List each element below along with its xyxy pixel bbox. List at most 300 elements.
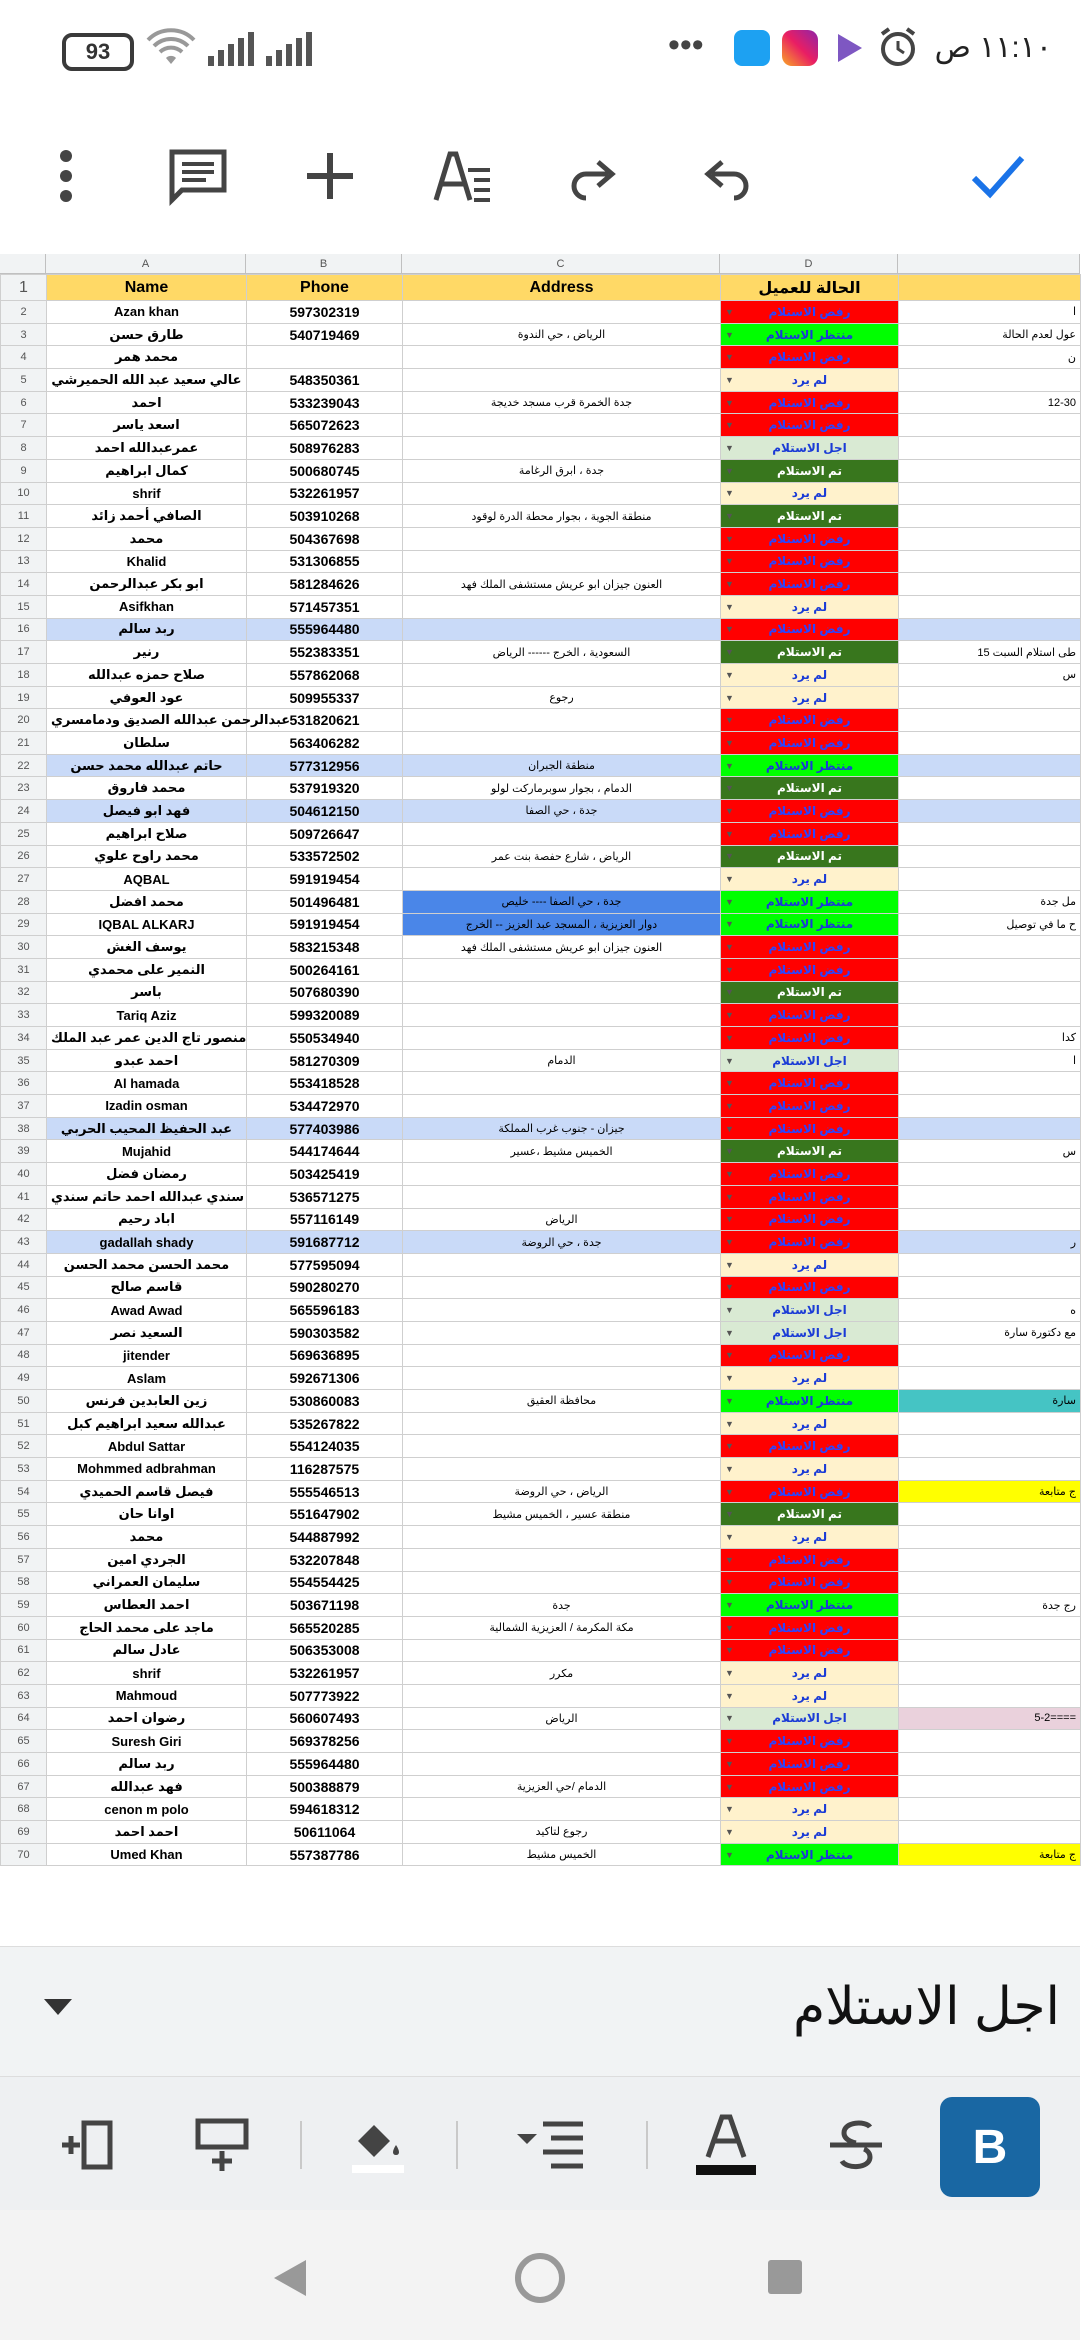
- phone-cell[interactable]: 571457351: [247, 595, 403, 618]
- dropdown-arrow-icon[interactable]: ▼: [725, 579, 734, 590]
- name-cell[interactable]: حاتم عبدالله محمد حسن: [47, 754, 247, 777]
- dropdown-arrow-icon[interactable]: ▼: [725, 1758, 734, 1769]
- notes-cell[interactable]: ه: [899, 1299, 1081, 1322]
- dropdown-arrow-icon[interactable]: ▼: [725, 488, 734, 499]
- notes-cell[interactable]: [899, 1458, 1081, 1481]
- notes-cell[interactable]: سارة: [899, 1390, 1081, 1413]
- row-number[interactable]: 25: [1, 822, 47, 845]
- notes-cell[interactable]: ج متابعة: [899, 1843, 1081, 1866]
- address-cell[interactable]: [403, 414, 721, 437]
- address-cell[interactable]: [403, 346, 721, 369]
- phone-cell[interactable]: 504367698: [247, 527, 403, 550]
- notes-cell[interactable]: [899, 1412, 1081, 1435]
- address-cell[interactable]: الدمام ، بجوار سوبرماركت لولو: [403, 777, 721, 800]
- status-dropdown[interactable]: [721, 732, 899, 755]
- dropdown-arrow-icon[interactable]: ▼: [725, 647, 734, 658]
- phone-cell[interactable]: 500264161: [247, 958, 403, 981]
- name-cell[interactable]: باسر: [47, 981, 247, 1004]
- row-number[interactable]: 65: [1, 1730, 47, 1753]
- dropdown-arrow-icon[interactable]: ▼: [725, 987, 734, 998]
- address-cell[interactable]: [403, 1367, 721, 1390]
- cell-value-input[interactable]: اجل الاستلام: [792, 1978, 1060, 2036]
- phone-cell[interactable]: 555546513: [247, 1480, 403, 1503]
- notes-cell[interactable]: [899, 369, 1081, 392]
- row-number[interactable]: 64: [1, 1707, 47, 1730]
- name-cell[interactable]: السعيد نصر: [47, 1321, 247, 1344]
- dropdown-arrow-icon[interactable]: ▼: [725, 1622, 734, 1633]
- notes-cell[interactable]: [899, 1639, 1081, 1662]
- dropdown-arrow-icon[interactable]: ▼: [725, 1509, 734, 1520]
- notes-cell[interactable]: [899, 459, 1081, 482]
- address-cell[interactable]: السعودية ، الخرج ------ الرياض: [403, 641, 721, 664]
- dropdown-arrow-icon[interactable]: ▼: [725, 1600, 734, 1611]
- name-cell[interactable]: سلطان: [47, 732, 247, 755]
- phone-cell[interactable]: 577595094: [247, 1253, 403, 1276]
- status-dropdown[interactable]: [721, 1730, 899, 1753]
- notes-cell[interactable]: [899, 1798, 1081, 1821]
- notes-cell[interactable]: [899, 1753, 1081, 1776]
- status-dropdown[interactable]: [721, 1140, 899, 1163]
- row-number[interactable]: 47: [1, 1321, 47, 1344]
- notes-cell[interactable]: طى استلام السبت 15: [899, 641, 1081, 664]
- dropdown-arrow-icon[interactable]: ▼: [725, 1168, 734, 1179]
- phone-cell[interactable]: 507680390: [247, 981, 403, 1004]
- name-cell[interactable]: محمد: [47, 1526, 247, 1549]
- status-dropdown[interactable]: [721, 1435, 899, 1458]
- dropdown-arrow-icon[interactable]: ▼: [725, 919, 734, 930]
- phone-cell[interactable]: 581284626: [247, 573, 403, 596]
- add-button[interactable]: [290, 136, 370, 216]
- status-dropdown[interactable]: [721, 664, 899, 687]
- name-cell[interactable]: اباد رحيم: [47, 1208, 247, 1231]
- dropdown-arrow-icon[interactable]: ▼: [725, 1418, 734, 1429]
- name-cell[interactable]: عبدالرحمن عبدالله الصديق ودمامسري: [47, 709, 247, 732]
- dropdown-arrow-icon[interactable]: ▼: [725, 669, 734, 680]
- status-dropdown[interactable]: [721, 1049, 899, 1072]
- name-cell[interactable]: jitender: [47, 1344, 247, 1367]
- phone-cell[interactable]: 550534940: [247, 1027, 403, 1050]
- status-dropdown[interactable]: [721, 845, 899, 868]
- row-number[interactable]: 21: [1, 732, 47, 755]
- status-dropdown[interactable]: [721, 527, 899, 550]
- address-cell[interactable]: [403, 822, 721, 845]
- notes-cell[interactable]: [899, 868, 1081, 891]
- notes-cell[interactable]: [899, 1775, 1081, 1798]
- done-button[interactable]: [958, 136, 1038, 216]
- address-cell[interactable]: [403, 482, 721, 505]
- notes-cell[interactable]: ا: [899, 301, 1081, 324]
- name-cell[interactable]: رضوان احمد: [47, 1707, 247, 1730]
- status-dropdown[interactable]: [721, 391, 899, 414]
- address-cell[interactable]: جدة: [403, 1594, 721, 1617]
- notes-cell[interactable]: ن: [899, 346, 1081, 369]
- dropdown-arrow-icon[interactable]: ▼: [725, 851, 734, 862]
- phone-cell[interactable]: 500388879: [247, 1775, 403, 1798]
- row-number[interactable]: 19: [1, 686, 47, 709]
- notes-cell[interactable]: [899, 595, 1081, 618]
- phone-cell[interactable]: 553418528: [247, 1072, 403, 1095]
- address-cell[interactable]: العنون جيزان ابو عريش مستشفى الملك فهد: [403, 936, 721, 959]
- dropdown-arrow-icon[interactable]: ▼: [725, 1191, 734, 1202]
- address-cell[interactable]: [403, 868, 721, 891]
- dropdown-arrow-icon[interactable]: ▼: [725, 1055, 734, 1066]
- dropdown-arrow-icon[interactable]: ▼: [725, 737, 734, 748]
- status-dropdown[interactable]: [721, 618, 899, 641]
- status-dropdown[interactable]: [721, 1503, 899, 1526]
- notes-cell[interactable]: 5-2====: [899, 1707, 1081, 1730]
- address-cell[interactable]: الرياض ، حي الندوة: [403, 323, 721, 346]
- address-cell[interactable]: [403, 1435, 721, 1458]
- address-cell[interactable]: الخميس مشيط ،عسير: [403, 1140, 721, 1163]
- more-options-button[interactable]: [26, 136, 106, 216]
- status-dropdown[interactable]: [721, 958, 899, 981]
- phone-cell[interactable]: 534472970: [247, 1095, 403, 1118]
- status-dropdown[interactable]: [721, 1004, 899, 1027]
- phone-cell[interactable]: 577403986: [247, 1117, 403, 1140]
- notes-cell[interactable]: [899, 845, 1081, 868]
- address-cell[interactable]: [403, 1458, 721, 1481]
- address-cell[interactable]: [403, 1321, 721, 1344]
- status-dropdown[interactable]: [721, 346, 899, 369]
- row-number[interactable]: 11: [1, 505, 47, 528]
- phone-cell[interactable]: 569378256: [247, 1730, 403, 1753]
- notes-cell[interactable]: [899, 732, 1081, 755]
- dropdown-arrow-icon[interactable]: ▼: [725, 1350, 734, 1361]
- dropdown-arrow-icon[interactable]: ▼: [725, 1259, 734, 1270]
- status-dropdown[interactable]: [721, 1707, 899, 1730]
- address-cell[interactable]: [403, 437, 721, 460]
- name-cell[interactable]: محمد همر: [47, 346, 247, 369]
- address-cell[interactable]: الخميس مشيط: [403, 1843, 721, 1866]
- name-cell[interactable]: cenon m polo: [47, 1798, 247, 1821]
- row-number[interactable]: 2: [1, 301, 47, 324]
- phone-cell[interactable]: 597302319: [247, 301, 403, 324]
- address-cell[interactable]: الدمام: [403, 1049, 721, 1072]
- home-icon[interactable]: [512, 2250, 568, 2306]
- row-number[interactable]: 49: [1, 1367, 47, 1390]
- row-number[interactable]: 35: [1, 1049, 47, 1072]
- row-number[interactable]: 12: [1, 527, 47, 550]
- dropdown-arrow-icon[interactable]: ▼: [725, 1804, 734, 1815]
- phone-cell[interactable]: 557387786: [247, 1843, 403, 1866]
- address-cell[interactable]: [403, 1072, 721, 1095]
- dropdown-arrow-icon[interactable]: ▼: [725, 1736, 734, 1747]
- phone-cell[interactable]: 533239043: [247, 391, 403, 414]
- address-cell[interactable]: [403, 1412, 721, 1435]
- align-button[interactable]: [508, 2103, 592, 2187]
- status-dropdown[interactable]: [721, 1185, 899, 1208]
- status-dropdown[interactable]: [721, 1798, 899, 1821]
- notes-cell[interactable]: [899, 1253, 1081, 1276]
- notes-cell[interactable]: [899, 1662, 1081, 1685]
- dropdown-arrow-icon[interactable]: ▼: [725, 1395, 734, 1406]
- notes-cell[interactable]: ج متابعة: [899, 1480, 1081, 1503]
- name-cell[interactable]: كمال ابراهيم: [47, 459, 247, 482]
- status-dropdown[interactable]: [721, 369, 899, 392]
- column-header-e[interactable]: [898, 254, 1080, 274]
- row-number[interactable]: 39: [1, 1140, 47, 1163]
- row-number[interactable]: 50: [1, 1390, 47, 1413]
- name-cell[interactable]: shrif: [47, 482, 247, 505]
- status-dropdown[interactable]: [721, 1616, 899, 1639]
- name-cell[interactable]: فيصل قاسم الحميدي: [47, 1480, 247, 1503]
- notes-cell[interactable]: [899, 437, 1081, 460]
- address-cell[interactable]: [403, 709, 721, 732]
- address-cell[interactable]: جدة ، حي الروضة: [403, 1231, 721, 1254]
- notes-cell[interactable]: [899, 1503, 1081, 1526]
- address-cell[interactable]: [403, 1684, 721, 1707]
- phone-cell[interactable]: 531820621: [247, 709, 403, 732]
- status-dropdown[interactable]: [721, 800, 899, 823]
- row-number[interactable]: 59: [1, 1594, 47, 1617]
- address-cell[interactable]: [403, 1730, 721, 1753]
- notes-cell[interactable]: [899, 1276, 1081, 1299]
- notes-cell[interactable]: [899, 1616, 1081, 1639]
- name-cell[interactable]: اسعد ياسر: [47, 414, 247, 437]
- name-cell[interactable]: صلاح ابراهيم: [47, 822, 247, 845]
- name-cell[interactable]: منصور تاج الدين عمر عبد الملك: [47, 1027, 247, 1050]
- phone-cell[interactable]: 590303582: [247, 1321, 403, 1344]
- status-dropdown[interactable]: [721, 482, 899, 505]
- status-dropdown[interactable]: [721, 1390, 899, 1413]
- status-dropdown[interactable]: [721, 1095, 899, 1118]
- name-cell[interactable]: Abdul Sattar: [47, 1435, 247, 1458]
- row-number[interactable]: 18: [1, 664, 47, 687]
- address-cell[interactable]: [403, 1185, 721, 1208]
- dropdown-arrow-icon[interactable]: ▼: [725, 397, 734, 408]
- name-cell[interactable]: محمد افضل: [47, 890, 247, 913]
- status-dropdown[interactable]: [721, 868, 899, 891]
- fill-color-button[interactable]: [336, 2103, 420, 2187]
- status-dropdown[interactable]: [721, 709, 899, 732]
- name-cell[interactable]: Aslam: [47, 1367, 247, 1390]
- phone-cell[interactable]: 581270309: [247, 1049, 403, 1072]
- dropdown-arrow-icon[interactable]: ▼: [725, 465, 734, 476]
- name-cell[interactable]: محمد فاروق: [47, 777, 247, 800]
- phone-cell[interactable]: 590280270: [247, 1276, 403, 1299]
- notes-cell[interactable]: [899, 1571, 1081, 1594]
- address-cell[interactable]: مكة المكرمة / العزيزية الشمالية: [403, 1616, 721, 1639]
- back-icon[interactable]: [270, 2256, 310, 2300]
- dropdown-arrow-icon[interactable]: ▼: [725, 1100, 734, 1111]
- row-number[interactable]: 60: [1, 1616, 47, 1639]
- notes-cell[interactable]: رج جدة: [899, 1594, 1081, 1617]
- row-number[interactable]: 28: [1, 890, 47, 913]
- phone-cell[interactable]: 599320089: [247, 1004, 403, 1027]
- name-cell[interactable]: ماجد على محمد الحاج: [47, 1616, 247, 1639]
- address-cell[interactable]: جدة ، حي الصفا ---- خليص: [403, 890, 721, 913]
- phone-cell[interactable]: 552383351: [247, 641, 403, 664]
- address-cell[interactable]: [403, 1526, 721, 1549]
- chevron-down-icon[interactable]: [44, 1999, 72, 2015]
- phone-cell[interactable]: 591919454: [247, 913, 403, 936]
- dropdown-arrow-icon[interactable]: ▼: [725, 783, 734, 794]
- notes-cell[interactable]: ر: [899, 1231, 1081, 1254]
- notes-cell[interactable]: [899, 1526, 1081, 1549]
- dropdown-arrow-icon[interactable]: ▼: [725, 1010, 734, 1021]
- address-cell[interactable]: مكرر: [403, 1662, 721, 1685]
- notes-cell[interactable]: ا: [899, 1049, 1081, 1072]
- dropdown-arrow-icon[interactable]: ▼: [725, 329, 734, 340]
- dropdown-arrow-icon[interactable]: ▼: [725, 1554, 734, 1565]
- phone-cell[interactable]: 509726647: [247, 822, 403, 845]
- dropdown-arrow-icon[interactable]: ▼: [725, 760, 734, 771]
- address-cell[interactable]: الرياض ، شارع حفصة بنت عمر: [403, 845, 721, 868]
- phone-cell[interactable]: 506353008: [247, 1639, 403, 1662]
- address-cell[interactable]: [403, 664, 721, 687]
- address-cell[interactable]: [403, 1753, 721, 1776]
- phone-cell[interactable]: 548350361: [247, 369, 403, 392]
- phone-cell[interactable]: 557862068: [247, 664, 403, 687]
- notes-cell[interactable]: [899, 1072, 1081, 1095]
- column-header-d[interactable]: D: [720, 254, 898, 274]
- status-dropdown[interactable]: [721, 1344, 899, 1367]
- phone-cell[interactable]: 500680745: [247, 459, 403, 482]
- name-cell[interactable]: عالي سعيد عبد الله الحميرشي: [47, 369, 247, 392]
- dropdown-arrow-icon[interactable]: ▼: [725, 533, 734, 544]
- phone-cell[interactable]: 503910268: [247, 505, 403, 528]
- name-cell[interactable]: Mohmmed adbrahman: [47, 1458, 247, 1481]
- status-dropdown[interactable]: [721, 1526, 899, 1549]
- redo-button[interactable]: [554, 136, 634, 216]
- notes-cell[interactable]: ح ما في توصيل: [899, 913, 1081, 936]
- status-dropdown[interactable]: [721, 595, 899, 618]
- phone-cell[interactable]: 591919454: [247, 868, 403, 891]
- address-cell[interactable]: [403, 732, 721, 755]
- dropdown-arrow-icon[interactable]: ▼: [725, 1032, 734, 1043]
- status-dropdown[interactable]: [721, 505, 899, 528]
- address-cell[interactable]: الدمام /حي العزيزية: [403, 1775, 721, 1798]
- dropdown-arrow-icon[interactable]: ▼: [725, 692, 734, 703]
- row-number[interactable]: 1: [1, 275, 47, 301]
- row-number[interactable]: 52: [1, 1435, 47, 1458]
- row-number[interactable]: 22: [1, 754, 47, 777]
- address-cell[interactable]: [403, 550, 721, 573]
- address-cell[interactable]: [403, 1027, 721, 1050]
- name-cell[interactable]: Mahmoud: [47, 1684, 247, 1707]
- notes-cell[interactable]: مل جدة: [899, 890, 1081, 913]
- notes-cell[interactable]: [899, 709, 1081, 732]
- insert-row-button[interactable]: [180, 2103, 264, 2187]
- name-cell[interactable]: ابو بكر عبدالرحمن: [47, 573, 247, 596]
- name-cell[interactable]: النمير على محمدي: [47, 958, 247, 981]
- name-cell[interactable]: Al hamada: [47, 1072, 247, 1095]
- notes-cell[interactable]: [899, 936, 1081, 959]
- name-cell[interactable]: احمد العطاس: [47, 1594, 247, 1617]
- phone-cell[interactable]: 583215348: [247, 936, 403, 959]
- row-number[interactable]: 5: [1, 369, 47, 392]
- notes-cell[interactable]: [899, 1095, 1081, 1118]
- status-dropdown[interactable]: [721, 1821, 899, 1844]
- status-dropdown[interactable]: [721, 822, 899, 845]
- status-dropdown[interactable]: [721, 1117, 899, 1140]
- row-number[interactable]: 67: [1, 1775, 47, 1798]
- notes-cell[interactable]: [899, 505, 1081, 528]
- row-number[interactable]: 54: [1, 1480, 47, 1503]
- status-dropdown[interactable]: [721, 1843, 899, 1866]
- notes-cell[interactable]: [899, 550, 1081, 573]
- address-cell[interactable]: [403, 958, 721, 981]
- row-number[interactable]: 34: [1, 1027, 47, 1050]
- name-cell[interactable]: عمرعبدالله احمد: [47, 437, 247, 460]
- phone-cell[interactable]: 509955337: [247, 686, 403, 709]
- dropdown-arrow-icon[interactable]: ▼: [725, 1214, 734, 1225]
- spreadsheet-grid[interactable]: [0, 254, 1080, 1946]
- row-number[interactable]: 41: [1, 1185, 47, 1208]
- notes-cell[interactable]: [899, 1684, 1081, 1707]
- phone-cell[interactable]: 530860083: [247, 1390, 403, 1413]
- address-cell[interactable]: [403, 1004, 721, 1027]
- column-header-b[interactable]: B: [246, 254, 402, 274]
- row-number[interactable]: 14: [1, 573, 47, 596]
- address-cell[interactable]: منطقة الجوية ، بجوار محطة الدرة لوقود: [403, 505, 721, 528]
- name-cell[interactable]: الصافي أحمد زائد: [47, 505, 247, 528]
- dropdown-arrow-icon[interactable]: ▼: [725, 1282, 734, 1293]
- phone-cell[interactable]: 533572502: [247, 845, 403, 868]
- name-cell[interactable]: يوسف الغش: [47, 936, 247, 959]
- row-number[interactable]: 3: [1, 323, 47, 346]
- dropdown-arrow-icon[interactable]: ▼: [725, 805, 734, 816]
- row-number[interactable]: 6: [1, 391, 47, 414]
- row-number[interactable]: 4: [1, 346, 47, 369]
- phone-cell[interactable]: 560607493: [247, 1707, 403, 1730]
- phone-cell[interactable]: 503425419: [247, 1163, 403, 1186]
- dropdown-arrow-icon[interactable]: ▼: [725, 1373, 734, 1384]
- name-cell[interactable]: محمد راوح علوي: [47, 845, 247, 868]
- address-cell[interactable]: [403, 618, 721, 641]
- notes-cell[interactable]: [899, 1208, 1081, 1231]
- address-cell[interactable]: رجوع: [403, 686, 721, 709]
- row-number[interactable]: 63: [1, 1684, 47, 1707]
- row-number[interactable]: 55: [1, 1503, 47, 1526]
- status-dropdown[interactable]: [721, 1027, 899, 1050]
- phone-cell[interactable]: 594618312: [247, 1798, 403, 1821]
- row-number[interactable]: 8: [1, 437, 47, 460]
- status-dropdown[interactable]: [721, 437, 899, 460]
- status-dropdown[interactable]: [721, 1253, 899, 1276]
- name-cell[interactable]: زين العابدين فرنس: [47, 1390, 247, 1413]
- row-number[interactable]: 44: [1, 1253, 47, 1276]
- address-cell[interactable]: العنون جيزان ابو عريش مستشفى الملك فهد: [403, 573, 721, 596]
- phone-cell[interactable]: 555964480: [247, 618, 403, 641]
- address-cell[interactable]: [403, 527, 721, 550]
- row-number[interactable]: 29: [1, 913, 47, 936]
- dropdown-arrow-icon[interactable]: ▼: [725, 1645, 734, 1656]
- status-dropdown[interactable]: [721, 1662, 899, 1685]
- row-number[interactable]: 7: [1, 414, 47, 437]
- dropdown-arrow-icon[interactable]: ▼: [725, 1531, 734, 1542]
- phone-cell[interactable]: 50611064: [247, 1821, 403, 1844]
- status-dropdown[interactable]: [721, 1548, 899, 1571]
- row-number[interactable]: 37: [1, 1095, 47, 1118]
- dropdown-arrow-icon[interactable]: ▼: [725, 1668, 734, 1679]
- status-dropdown[interactable]: [721, 1684, 899, 1707]
- phone-cell[interactable]: 501496481: [247, 890, 403, 913]
- address-cell[interactable]: [403, 1798, 721, 1821]
- notes-cell[interactable]: [899, 1435, 1081, 1458]
- phone-cell[interactable]: 116287575: [247, 1458, 403, 1481]
- status-dropdown[interactable]: [721, 913, 899, 936]
- notes-cell[interactable]: [899, 822, 1081, 845]
- notes-cell[interactable]: [899, 573, 1081, 596]
- phone-cell[interactable]: 508976283: [247, 437, 403, 460]
- name-cell[interactable]: عبد الحفيظ المحيب الحربي: [47, 1117, 247, 1140]
- status-dropdown[interactable]: [721, 936, 899, 959]
- status-dropdown[interactable]: [721, 1276, 899, 1299]
- row-number[interactable]: 46: [1, 1299, 47, 1322]
- column-header-a[interactable]: A: [46, 254, 246, 274]
- notes-cell[interactable]: 12-30: [899, 391, 1081, 414]
